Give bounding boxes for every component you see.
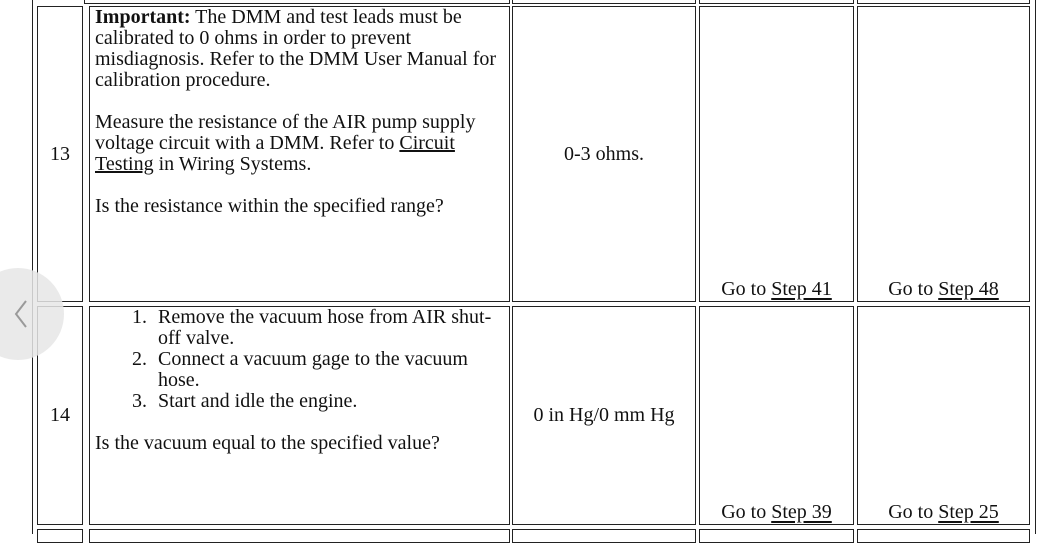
next-row-no-cell bbox=[857, 529, 1030, 543]
step-number-text: 14 bbox=[50, 404, 70, 426]
step-14-question: Is the vacuum equal to the specified value? bbox=[95, 432, 440, 454]
step-13-no bbox=[857, 6, 1030, 302]
table-frame-right bbox=[1035, 0, 1036, 534]
step-13-action bbox=[89, 6, 510, 302]
go-to-prefix: Go to bbox=[721, 278, 772, 300]
step-number-text: 13 bbox=[50, 142, 70, 165]
go-to-prefix: Go to bbox=[721, 501, 772, 523]
measure-instruction bbox=[95, 112, 507, 175]
go-to-label bbox=[721, 501, 832, 524]
step-13-value bbox=[512, 6, 696, 302]
prev-row-action-cell bbox=[84, 0, 510, 4]
go-to-label bbox=[721, 278, 832, 301]
step-14-value bbox=[512, 306, 696, 525]
go-to-prefix: Go to bbox=[888, 501, 939, 523]
prev-row-yes-cell bbox=[699, 0, 854, 4]
step-number-13 bbox=[37, 6, 83, 302]
next-row-action-cell bbox=[89, 529, 510, 543]
important-note bbox=[95, 7, 507, 91]
step-14-action bbox=[89, 306, 510, 525]
next-row-step-cell bbox=[37, 529, 83, 543]
table-frame-left bbox=[32, 0, 33, 534]
step-48-link[interactable]: Step 48 bbox=[938, 278, 999, 300]
measure-text-end: in Wiring Systems. bbox=[153, 153, 312, 175]
prev-row-no-cell bbox=[857, 0, 1030, 4]
important-text: The DMM and test leads must be calibrated to 0 ohms in order to prevent misdiagnosis. Refer to the DMM User Manual for calibration procedure. bbox=[95, 6, 497, 91]
procedure-step-2: 2. Connect a vacuum gage to the vacuum hose. bbox=[152, 349, 507, 391]
specified-value: 0-3 ohms. bbox=[564, 142, 644, 165]
prev-row-value-cell bbox=[512, 0, 696, 4]
procedure-list bbox=[95, 307, 507, 412]
specified-value: 0 in Hg/0 mm Hg bbox=[533, 404, 675, 426]
measure-text: Measure the resistance of the AIR pump supply voltage circuit with a DMM. Refer to bbox=[95, 111, 476, 154]
step-39-link[interactable]: Step 39 bbox=[771, 501, 832, 523]
step-14-yes bbox=[699, 306, 854, 525]
chevron-left-icon bbox=[14, 299, 28, 329]
step-41-link[interactable]: Step 41 bbox=[771, 278, 832, 300]
go-to-label bbox=[888, 501, 999, 524]
step-13-yes bbox=[699, 6, 854, 302]
important-label: Important: bbox=[95, 6, 191, 28]
procedure-step-1: 1. Remove the vacuum hose from AIR shut-off valve. bbox=[152, 307, 507, 349]
circuit-testing-link[interactable]: Circuit Testing bbox=[95, 132, 455, 175]
step-13-question: Is the resistance within the specified range? bbox=[95, 195, 444, 217]
go-to-prefix: Go to bbox=[888, 278, 939, 300]
step-25-link[interactable]: Step 25 bbox=[938, 501, 999, 523]
step-14-no bbox=[857, 306, 1030, 525]
next-row-yes-cell bbox=[699, 529, 854, 543]
next-row-value-cell bbox=[512, 529, 696, 543]
go-to-label bbox=[888, 278, 999, 301]
procedure-step-3: 3. Start and idle the engine. bbox=[152, 391, 507, 412]
